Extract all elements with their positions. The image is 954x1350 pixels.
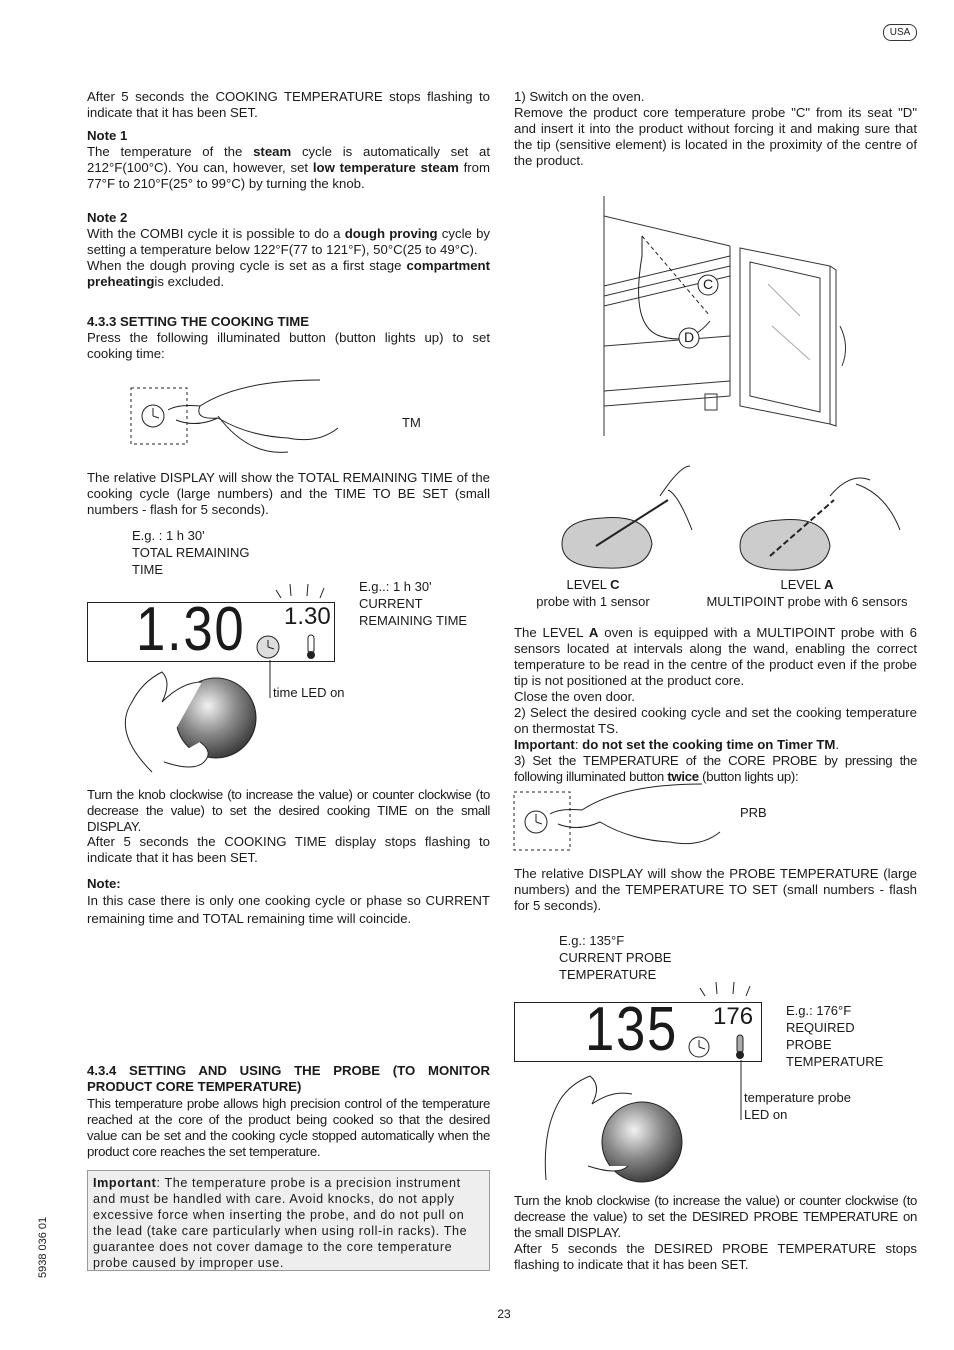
eg-current-label: E.g..: 1 h 30' CURRENT REMAINING TIME [359, 579, 468, 628]
level-a-caption: LEVEL A MULTIPOINT probe with 6 sensors [706, 577, 908, 609]
time-led-label: time LED on [273, 685, 345, 700]
lcd-probe-temperature: 135 [585, 995, 679, 1064]
thermometer-icon [737, 1035, 743, 1053]
probe-level-c-illustration [556, 460, 696, 572]
flash-marks-2 [690, 980, 762, 1006]
probe-level-a-illustration [736, 470, 906, 572]
important-box: Important: The temperature probe is a precision instrument and must be handled with care. Avoid knocks, do not apply excessive force when inserting the probe, and do not pull on the lead (take care particularly when using roll-in racks). The guarantee does not cover damage to the core temperature probe caused by improper use. [87, 1170, 490, 1271]
page-number: 23 [497, 1307, 511, 1321]
lcd-total-time: 1.30 [136, 595, 246, 664]
display-paragraph-2: The relative DISPLAY will show the PROBE TEMPERATURE (large numbers) and the TEMPERATURE TO SET (small numbers - flash for 5 seconds). [514, 866, 917, 913]
probe-lcd-display [514, 995, 762, 1064]
section-433-text: Press the following illuminated button (button lights up) to set cooking time: [87, 330, 490, 361]
turn-knob-paragraph: Turn the knob clockwise (to increase the value) or counter clockwise (to decrease the value) to set the desired cooking TIME on the small DISPLAY. [87, 787, 490, 834]
doc-code: 5938 036 01 [37, 1216, 49, 1278]
seat-letter-d: D [684, 329, 695, 345]
lcd-set-time: 1.30 [284, 603, 331, 630]
paragraph-flash: After 5 seconds the COOKING TEMPERATURE stops flashing to indicate that it has been SET. [87, 89, 490, 120]
step3: 3) Set the TEMPERATURE of the CORE PROBE by pressing the following illuminated button twice (button lights up): [514, 753, 917, 784]
right-column-top [514, 89, 917, 169]
flash-paragraph-2: After 5 seconds the COOKING TIME display stops flashing to indicate that it has been SET. [87, 834, 490, 865]
oven-illustration [600, 196, 860, 446]
probe-led-label: temperature probe LED on [744, 1090, 851, 1122]
turn-knob-paragraph-2: Turn the knob clockwise (to increase the value) or counter clockwise (to decrease the value) to set the DESIRED PROBE TEMPERATURE on the small DISPLAY. [514, 1193, 917, 1240]
eg-probe-label: E.g.: 135°F CURRENT PROBE TEMPERATURE [559, 933, 672, 982]
knob-hand-illustration[interactable] [112, 662, 272, 780]
section-433-title: 4.3.3 SETTING THE COOKING TIME [87, 314, 310, 329]
note2-title: Note 2 [87, 210, 128, 225]
note-title: Note: [87, 876, 121, 891]
section-434-title: 4.3.4 SETTING AND USING THE PROBE (TO MONITOR PRODUCT CORE TEMPERATURE) [87, 1063, 490, 1094]
note1-title: Note 1 [87, 128, 128, 143]
knob-hand-illustration-2[interactable] [538, 1066, 698, 1188]
note2-text-2: When the dough proving cycle is set as a first stage compartment preheatingis excluded. [87, 258, 490, 289]
important-note-2: Important: do not set the cooking time on Timer TM. [514, 737, 840, 752]
lcd-required-temperature: 176 [713, 1003, 754, 1030]
prb-button-illustration [512, 780, 722, 854]
probe-letter-c: C [703, 276, 714, 292]
prb-label: PRB [740, 805, 767, 820]
level-a-paragraph: The LEVEL A oven is equipped with a MULTIPOINT probe with 6 sensors located at intervals along the wand, enabling the correct temperature to be read in the centre of the product even if the probe tip is not positioned at the product core. [514, 625, 917, 688]
step2: 2) Select the desired cooking cycle and set the cooking temperature on thermostat TS. [514, 705, 917, 736]
region-badge: USA [883, 24, 917, 41]
eg-required-label: E.g.: 176°F REQUIRED PROBE TEMPERATURE [786, 1003, 884, 1069]
level-c-caption: LEVEL C probe with 1 sensor [536, 577, 650, 609]
section-434-text: This temperature probe allows high precision control of the temperature reached at the core of the product being cooked so that the desired value can be set and the cooking cycle stopped automatically when the product core reaches the set temperature. [87, 1096, 490, 1159]
thermometer-icon [308, 635, 314, 653]
flash-paragraph-3: After 5 seconds the DESIRED PROBE TEMPERATURE stops flashing to indicate that it has been SET. [514, 1241, 917, 1272]
note1-text: The temperature of the steam cycle is automatically set at 212°F(100°C). You can, however, set low temperature steam from 77°F to 210°F(25° to 99°C) by turning the knob. [87, 144, 490, 191]
tm-button-illustration [128, 376, 338, 456]
lcd-icons-2 [687, 1033, 759, 1061]
eg-total-label: E.g. : 1 h 30' TOTAL REMAINING TIME [132, 528, 250, 577]
step1: 1) Switch on the oven. [514, 89, 645, 104]
tm-label: TM [402, 415, 421, 430]
display-paragraph: The relative DISPLAY will show the TOTAL REMAINING TIME of the cooking cycle (large numbers) and the TIME TO BE SET (small numbers - flash for 5 seconds). [87, 470, 490, 517]
note-paragraph: In this case there is only one cooking cycle or phase so CURRENT remaining time and TOTAL remaining time will coincide. [87, 893, 490, 926]
step1-text: Remove the product core temperature probe "C" from its seat "D" and insert it into the product without forcing it and making sure that the tip (sensitive element) is located in the proximity of the centre of the product. [514, 105, 917, 168]
lcd-icons [256, 633, 328, 661]
flash-marks [264, 582, 336, 608]
close-door: Close the oven door. [514, 689, 635, 704]
right-column-middle [514, 625, 917, 785]
time-lcd-display [87, 595, 335, 664]
note2-text: With the COMBI cycle it is possible to do a dough proving cycle by setting a temperature below 122°F(77 to 121°F), 50°C(25 to 49°C). [87, 226, 490, 257]
left-column-top [87, 89, 490, 362]
